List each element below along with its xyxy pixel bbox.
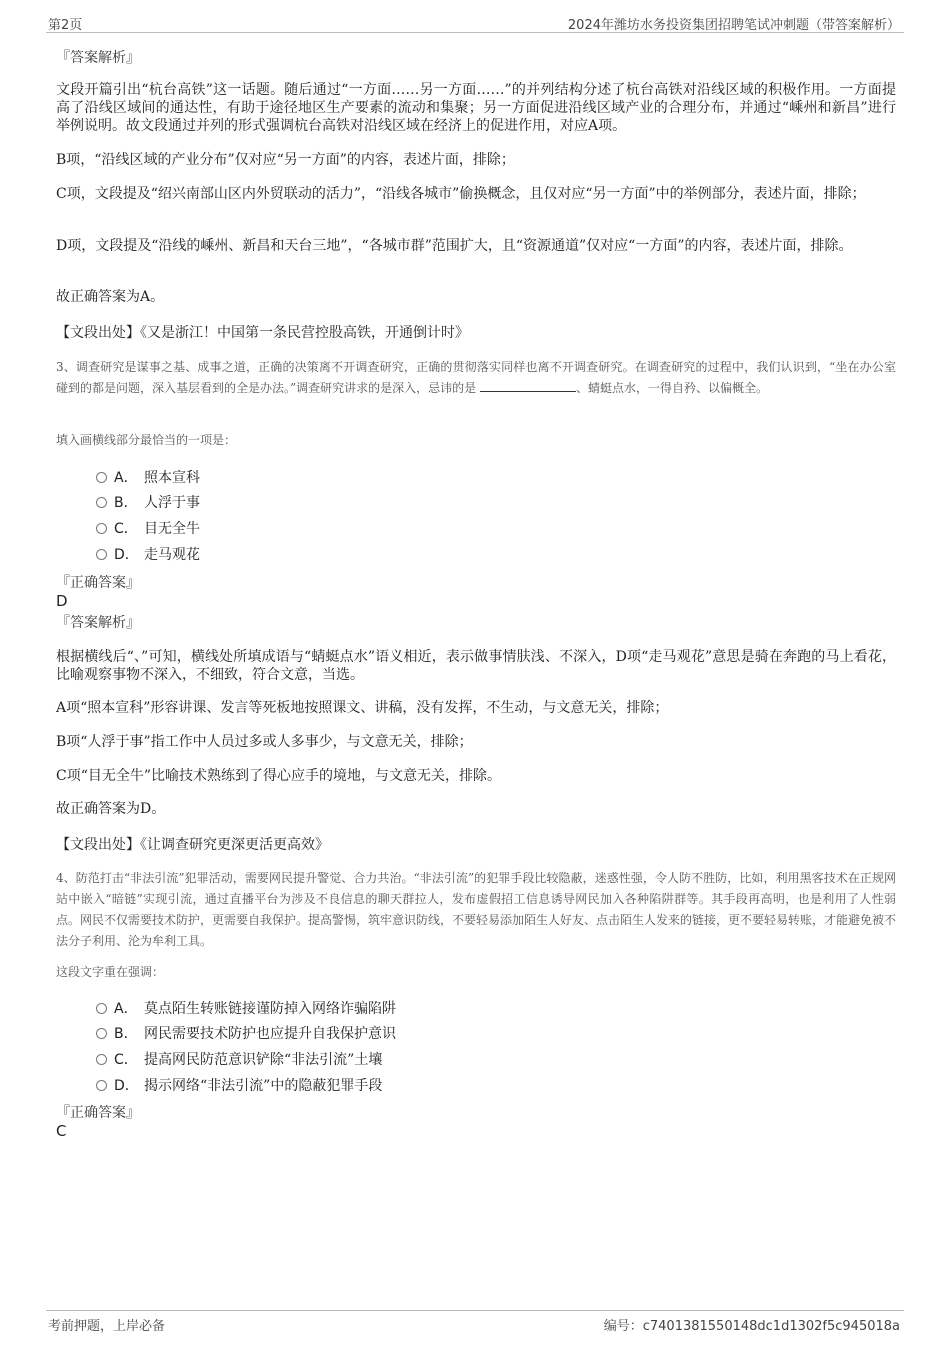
radio-icon[interactable] bbox=[96, 1054, 107, 1065]
radio-icon[interactable] bbox=[96, 472, 107, 483]
q3-analysis-para-4: C项“目无全牛”比喻技术熟练到了得心应手的境地，与文意无关，排除。 bbox=[56, 768, 502, 784]
q2-analysis-label: 『答案解析』 bbox=[56, 50, 140, 66]
q2-conclusion: 故正确答案为A。 bbox=[56, 289, 165, 305]
q3-source: 【文段出处】《让调查研究更深更活更高效》 bbox=[56, 837, 329, 853]
q2-analysis-para-2: B项，“沿线区域的产业分布”仅对应“另一方面”的内容，表述片面，排除； bbox=[56, 152, 515, 168]
q2-analysis-para-3: C项，文段提及“绍兴南部山区内外贸联动的活力”，“沿线各城市”偷换概念，且仅对应“另一方面”中的举例部分，表述片面，排除； bbox=[56, 186, 866, 202]
q3-conclusion: 故正确答案为D。 bbox=[56, 801, 166, 817]
q3-stem-after: 、蜻蜓点水，一得自矜、以偏概全。 bbox=[575, 381, 768, 395]
q4-stem: 4、防范打击“非法引流”犯罪活动，需要网民提升警觉、合力共治。“非法引流”的犯罪手段比较隐蔽，迷惑性强，令人防不胜防，比如，利用黑客技术在正规网站中嵌入“暗链”实现引流，通过直播平台为涉及不良信息的聊天群拉人，发布虚假招工信息诱导网民加入各种陷阱群等。其手段再高明，也是利用了人性弱点。网民不仅需要技术防护，更需要自我保护。提高警惕，筑牢意识防线，不要轻易添加陌生人好友、点击陌生人发来的链接，更不要轻易转账，才能避免被不法分子利用、沦为牟利工具。 bbox=[56, 871, 897, 948]
radio-icon[interactable] bbox=[96, 523, 107, 534]
footer-slogan: 考前押题，上岸必备 bbox=[48, 1319, 166, 1334]
q3-analysis-para-2: A项“照本宣科”形容讲课、发言等死板地按照课文、讲稿，没有发挥，不生动，与文意无关，排除； bbox=[56, 700, 669, 716]
q4-correct-answer: C bbox=[56, 1122, 67, 1140]
q3-analysis-para-1: 根据横线后“、”可知，横线处所填成语与“蜻蜓点水”语义相近，表示做事情肤浅、不深入，D项“走马观花”意思是骑在奔跑的马上看花，比喻观察事物不深入，不细致，符合文意，当选。 bbox=[56, 649, 896, 683]
footer-code: 编号：c7401381550148dc1d1302f5c945018a bbox=[603, 1319, 900, 1334]
page-number: 第2页 bbox=[48, 18, 83, 33]
q3-correct-label: 『正确答案』 bbox=[56, 575, 140, 591]
q3-stem-before: 3、调查研究是谋事之基、成事之道，正确的决策离不开调查研究，正确的贯彻落实同样也离不开调查研究。在调查研究的过程中，我们认识到，“坐在办公室碰到的都是问题，深入基层看到的全是办法。”调查研究讲求的是深入，忌讳的是 bbox=[56, 360, 896, 395]
page-header bbox=[46, 12, 904, 33]
q4-correct-label: 『正确答案』 bbox=[56, 1105, 140, 1121]
q3-stem bbox=[56, 357, 896, 399]
radio-icon[interactable] bbox=[96, 1028, 107, 1039]
q4-ask: 这段文字重在强调： bbox=[56, 965, 165, 979]
q2-source: 【文段出处】《又是浙江！中国第一条民营控股高铁，开通倒计时》 bbox=[56, 325, 469, 341]
q3-analysis-para-3: B项“人浮于事”指工作中人员过多或人多事少，与文意无关，排除； bbox=[56, 734, 473, 750]
q3-fill-blank bbox=[480, 379, 576, 392]
radio-icon[interactable] bbox=[96, 1003, 107, 1014]
radio-icon[interactable] bbox=[96, 1080, 107, 1091]
q3-correct-answer: D bbox=[56, 592, 68, 610]
document-title: 2024年潍坊水务投资集团招聘笔试冲刺题（带答案解析） bbox=[567, 18, 900, 33]
q3-ask: 填入画横线部分最恰当的一项是： bbox=[56, 433, 237, 447]
radio-icon[interactable] bbox=[96, 549, 107, 560]
radio-icon[interactable] bbox=[96, 497, 107, 508]
q2-analysis-para-1: 文段开篇引出“杭台高铁”这一话题。随后通过“一方面……另一方面……”的并列结构分述了杭台高铁对沿线区域的积极作用。一方面提高了沿线区域间的通达性，有助于途径地区生产要素的流动和集聚；另一方面促进沿线区域产业的合理分布，并通过“嵊州和新昌”进行举例说明。故文段通过并列的形式强调杭台高铁对沿线区域在经济上的促进作用，对应A项。 bbox=[56, 82, 896, 134]
q3-analysis-label: 『答案解析』 bbox=[56, 615, 140, 631]
page-footer bbox=[46, 1310, 904, 1335]
q2-analysis-para-4: D项，文段提及“沿线的嵊州、新昌和天台三地”，“各城市群”范围扩大，且“资源通道”仅对应“一方面”的内容，表述片面，排除。 bbox=[56, 238, 853, 254]
